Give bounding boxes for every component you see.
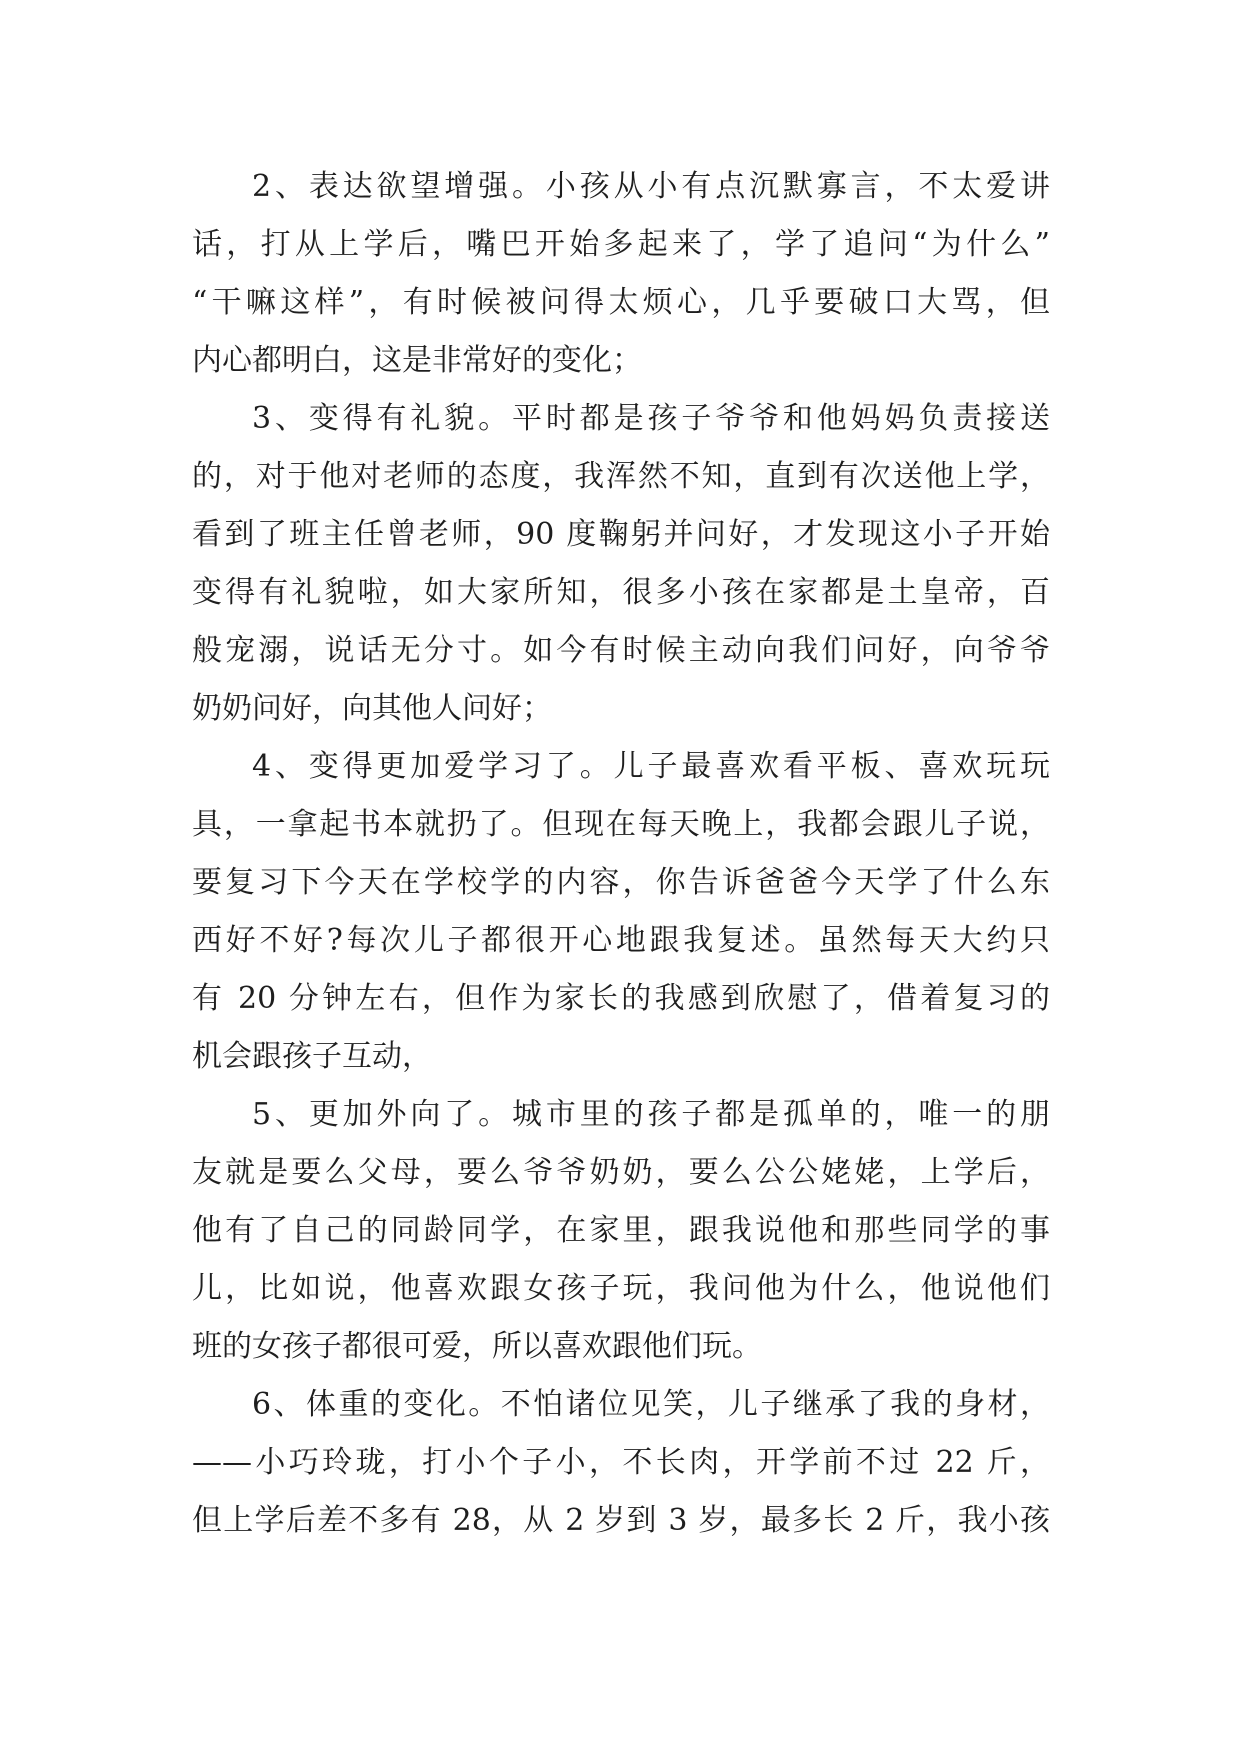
- text-line: 要复习下今天在学校学的内容，你告诉爸爸今天学了什么东: [192, 865, 1050, 900]
- text-line: “干嘛这样”，有时候被问得太烦心，几乎要破口大骂，但: [192, 285, 1050, 320]
- paragraph-item-3: [192, 390, 1050, 738]
- paragraph-item-5: [192, 1086, 1050, 1376]
- text-line: 西好不好?每次儿子都很开心地跟我复述。虽然每天大约只: [192, 923, 1050, 958]
- text-line: 奶奶问好，向其他人问好；: [192, 691, 552, 726]
- text-line: 但上学后差不多有 28，从 2 岁到 3 岁，最多长 2 斤，我小孩: [192, 1503, 1050, 1538]
- text-line: 具，一拿起书本就扔了。但现在每天晚上，我都会跟儿子说，: [192, 807, 1050, 842]
- paragraph-item-2: [192, 158, 1050, 390]
- text-line: 的，对于他对老师的态度，我浑然不知，直到有次送他上学，: [192, 459, 1050, 494]
- paragraph-item-6: [192, 1376, 1050, 1550]
- text-line: 内心都明白，这是非常好的变化；: [192, 343, 642, 378]
- text-line: 6、体重的变化。不怕诸位见笑，儿子继承了我的身材，: [252, 1387, 1050, 1422]
- text-line: 4、变得更加爱学习了。儿子最喜欢看平板、喜欢玩玩: [252, 749, 1050, 784]
- text-line: ——小巧玲珑，打小个子小，不长肉，开学前不过 22 斤，: [192, 1445, 1050, 1480]
- text-line: 3、变得有礼貌。平时都是孩子爷爷和他妈妈负责接送: [252, 401, 1050, 436]
- text-line: 儿，比如说，他喜欢跟女孩子玩，我问他为什么，他说他们: [192, 1271, 1050, 1306]
- document-body: [192, 158, 1050, 1550]
- text-line: 2、表达欲望增强。小孩从小有点沉默寡言，不太爱讲: [252, 169, 1050, 204]
- text-line: 般宠溺，说话无分寸。如今有时候主动向我们问好，向爷爷: [192, 633, 1050, 668]
- text-line: 5、更加外向了。城市里的孩子都是孤单的，唯一的朋: [252, 1097, 1050, 1132]
- text-line: 变得有礼貌啦，如大家所知，很多小孩在家都是土皇帝，百: [192, 575, 1050, 610]
- text-line: 机会跟孩子互动，: [192, 1039, 432, 1074]
- text-line: 友就是要么父母，要么爷爷奶奶，要么公公姥姥，上学后，: [192, 1155, 1050, 1190]
- text-line: 班的女孩子都很可爱，所以喜欢跟他们玩。: [192, 1329, 762, 1364]
- text-line: 他有了自己的同龄同学，在家里，跟我说他和那些同学的事: [192, 1213, 1050, 1248]
- text-line: 看到了班主任曾老师，90 度鞠躬并问好，才发现这小子开始: [192, 517, 1050, 552]
- text-line: 有 20 分钟左右，但作为家长的我感到欣慰了，借着复习的: [192, 981, 1050, 1016]
- text-line: 话，打从上学后，嘴巴开始多起来了，学了追问“为什么”: [192, 227, 1050, 262]
- paragraph-item-4: [192, 738, 1050, 1086]
